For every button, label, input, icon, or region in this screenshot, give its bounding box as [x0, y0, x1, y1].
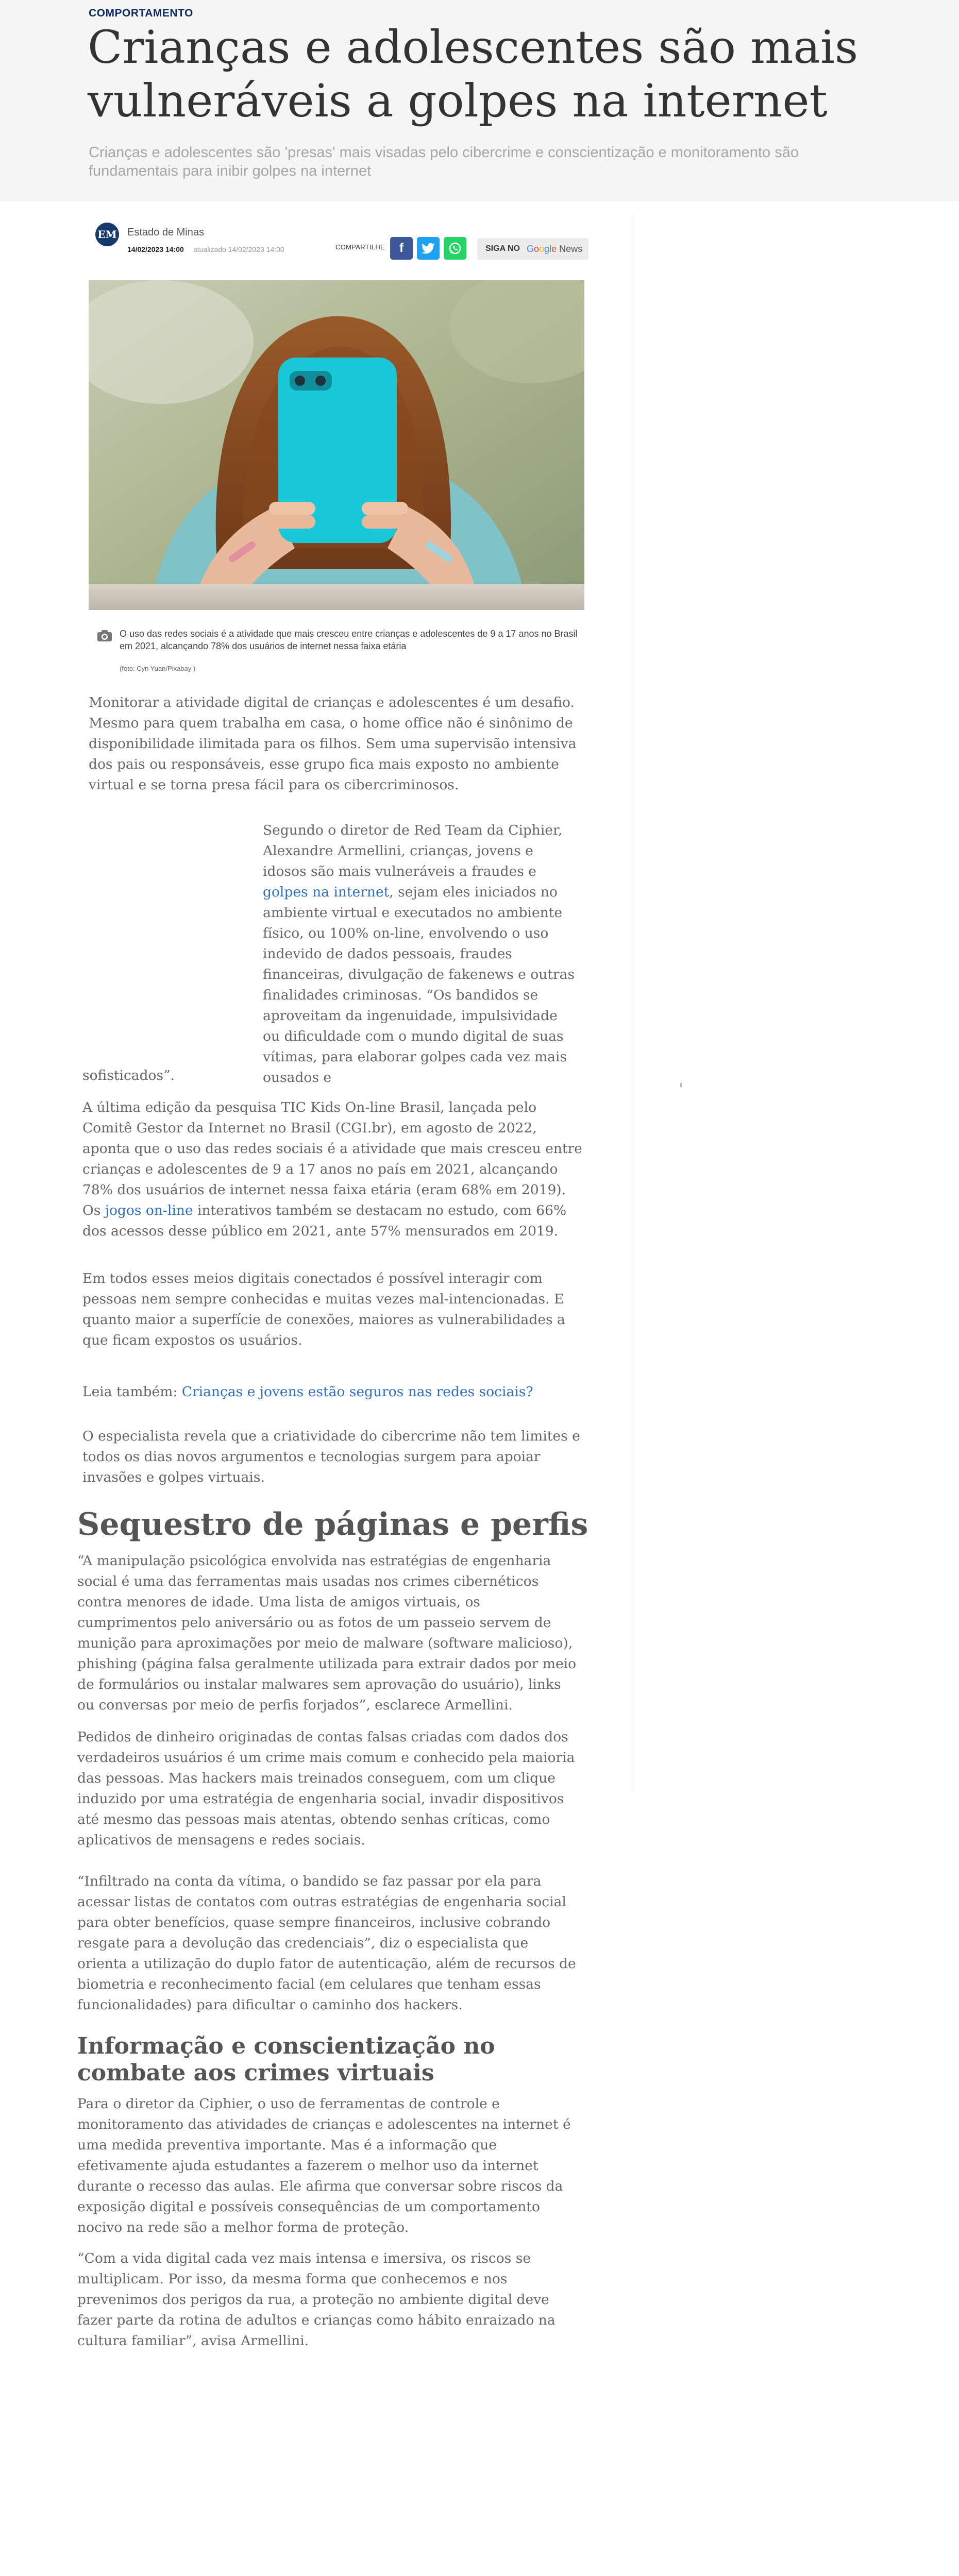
sidebar-marker — [680, 1083, 682, 1087]
paragraph-6: “A manipulação psicológica envolvida nas estratégias de engenharia social é uma das ferramentas mais usadas nos crimes cibernéticos contra menores de idade. Uma lista de amigos virtuais, os cumprimentos pelo aniversário ou as fotos de um passeio servem de munição para aproximações por meio de malware (software malicioso), phishing (página falsa geralmente utilizada para extrair dados por meio de formulários ou instalar malwares sem aprovação do usuário), links ou conversas por meio de perfis forjados”, esclarece Armellini. — [77, 1553, 577, 1713]
article-header — [0, 0, 959, 200]
paragraph-1: Monitorar a atividade digital de crianças e adolescentes é um desafio. Mesmo para quem trabalha em casa, o home office não é sinônimo de disponibilidade ilimitada para os filhos. Sem uma supervisão intensiva dos pais ou responsáveis, esse grupo fica mais exposto no ambiente virtual e se torna presa fácil para os cibercriminosos. — [89, 694, 577, 793]
whatsapp-share-button[interactable] — [444, 237, 466, 260]
read-also: Leia também: Crianças e jovens estão seguros nas redes sociais? — [82, 1384, 533, 1400]
twitter-icon — [422, 243, 435, 254]
paragraph-2: Segundo o diretor de Red Team da Ciphier, Alexandre Armellini, crianças, jovens e idosos são mais vulneráveis a fraudes e golpes na internet, sejam eles iniciados no ambiente virtual e executados no ambiente físico, ou 100% on-line, envolvendo o uso indevido de dados pessoais, fraudes financeiras, divulgação de fakenews e outras finalidades criminosas. “Os bandidos se aproveitam da ingenuidade, impulsividade ou dificuldade com o mundo digital de suas vítimas, para elaborar golpes cada vez mais ousados e — [263, 822, 575, 1086]
author-name[interactable]: Estado de Minas — [127, 227, 204, 238]
updated-date: atualizado 14/02/2023 14:00 — [193, 245, 284, 253]
paragraph-10: “Com a vida digital cada vez mais intensa e imersiva, os riscos se multiplicam. Por isso, da mesma forma que conhecemos e nos prevenimos dos perigos da rua, a proteção no ambiente digital deve fazer parte da rotina de adultos e crianças como hábito enraizado na cultura familiar”, avisa Armellini. — [77, 2250, 556, 2349]
paragraph-8: “Infiltrado na conta da vítima, o bandido se faz passar por ela para acessar listas de contatos com outras estratégias de engenharia social para obter benefícios, quase sempre financeiros, inclusive cobrando resgate para a devolução das credenciais”, diz o especialista que orienta a utilização do duplo fator de autenticação, além de recursos de biometria e reconhecimento facial (em celulares que tenham essas funcionalidades) para dificultar o caminho dos hackers. — [77, 1873, 576, 2013]
google-news-logo: Google News — [527, 244, 583, 254]
twitter-share-button[interactable] — [417, 237, 440, 260]
section-heading-1: Sequestro de páginas e perfis — [77, 1506, 588, 1543]
golpes-na-internet-link[interactable]: golpes na internet — [263, 884, 390, 900]
share-label: COMPARTILHE — [335, 243, 385, 251]
whatsapp-icon — [448, 242, 462, 255]
hero-image — [89, 280, 584, 610]
section-heading-2: Informação e conscientização no combate aos crimes virtuais — [77, 2033, 495, 2086]
camera-icon — [97, 630, 112, 642]
paragraph-7: Pedidos de dinheiro originadas de contas falsas criadas com dados dos verdadeiros usuários é um crime mais comum e conhecido pela maioria das pessoas. Mas hackers mais treinados conseguem, com um clique induzido por uma estratégia de engenharia social, invadir dispositivos até mesmo das pessoas mais atentas, obtendo senhas críticas, como aplicativos de mensagens e redes sociais. — [77, 1729, 575, 1848]
jogos-online-link[interactable]: jogos on-line — [105, 1202, 193, 1218]
paragraph-4: Em todos esses meios digitais conectados é possível interagir com pessoas nem sempre conhecidas e muitas vezes mal-intencionadas. E quanto maior a superfície de conexões, maiores as vulnerabilidades a que ficam expostos os usuários. — [82, 1270, 565, 1348]
article-headline: Crianças e adolescentes são mais vulneráveis a golpes na internet — [88, 21, 859, 127]
image-credit: (foto: Cyn Yuan/Pixabay ) — [120, 665, 196, 672]
paragraph-3: A última edição da pesquisa TIC Kids On-line Brasil, lançada pelo Comitê Gestor da Internet no Brasil (CGI.br), em agosto de 2022, aponta que o uso das redes sociais é a atividade que mais cresceu entre crianças e adolescentes de 9 a 17 anos no país em 2021, alcançando 78% dos usuários de internet nessa faixa etária (eram 68% em 2019). Os jogos on-line interativos também se destacam no estudo, com 66% dos acessos desse público em 2021, ante 57% mensurados em 2019. — [82, 1099, 582, 1239]
facebook-icon: f — [399, 241, 403, 255]
paragraph-2-tail: sofisticados”. — [82, 1067, 175, 1083]
paragraph-5: O especialista revela que a criatividade do cibercrime não tem limites e todos os dias novos argumentos e tecnologias surgem para apoiar invasões e golpes virtuais. — [82, 1428, 580, 1485]
read-also-link[interactable]: Crianças e jovens estão seguros nas redes sociais? — [181, 1384, 533, 1400]
article-subheadline: Crianças e adolescentes são 'presas' mais visadas pelo cibercrime e conscientização e monitoramento são fundamentais para inibir golpes na internet — [89, 144, 799, 179]
girl-with-phone-photo — [89, 280, 584, 610]
facebook-share-button[interactable] — [390, 237, 413, 260]
author-avatar: EM — [95, 223, 119, 246]
image-caption: O uso das redes sociais é a atividade que mais cresceu entre crianças e adolescentes de 9 a 17 anos no Brasil em 2021, alcançando 78% dos usuários de internet nessa faixa etária — [120, 629, 578, 651]
google-news-follow-button[interactable] — [477, 238, 588, 260]
paragraph-9: Para o diretor da Ciphier, o uso de ferramentas de controle e monitoramento das atividades de crianças e adolescentes na internet é uma medida preventiva importante. Mas é a informação que efetivamente ajuda estudantes a fazerem o melhor uso da internet durante o recesso das aulas. Ele afirma que conversar sobre riscos da exposição digital e possíveis consequências de um comportamento nocivo na rede são a melhor forma de proteção. — [77, 2096, 571, 2235]
section-kicker[interactable]: COMPORTAMENTO — [89, 7, 193, 19]
byline-bar — [95, 223, 590, 259]
published-date: 14/02/2023 14:00 — [127, 245, 184, 253]
follow-label: SIGA NO — [485, 244, 520, 253]
